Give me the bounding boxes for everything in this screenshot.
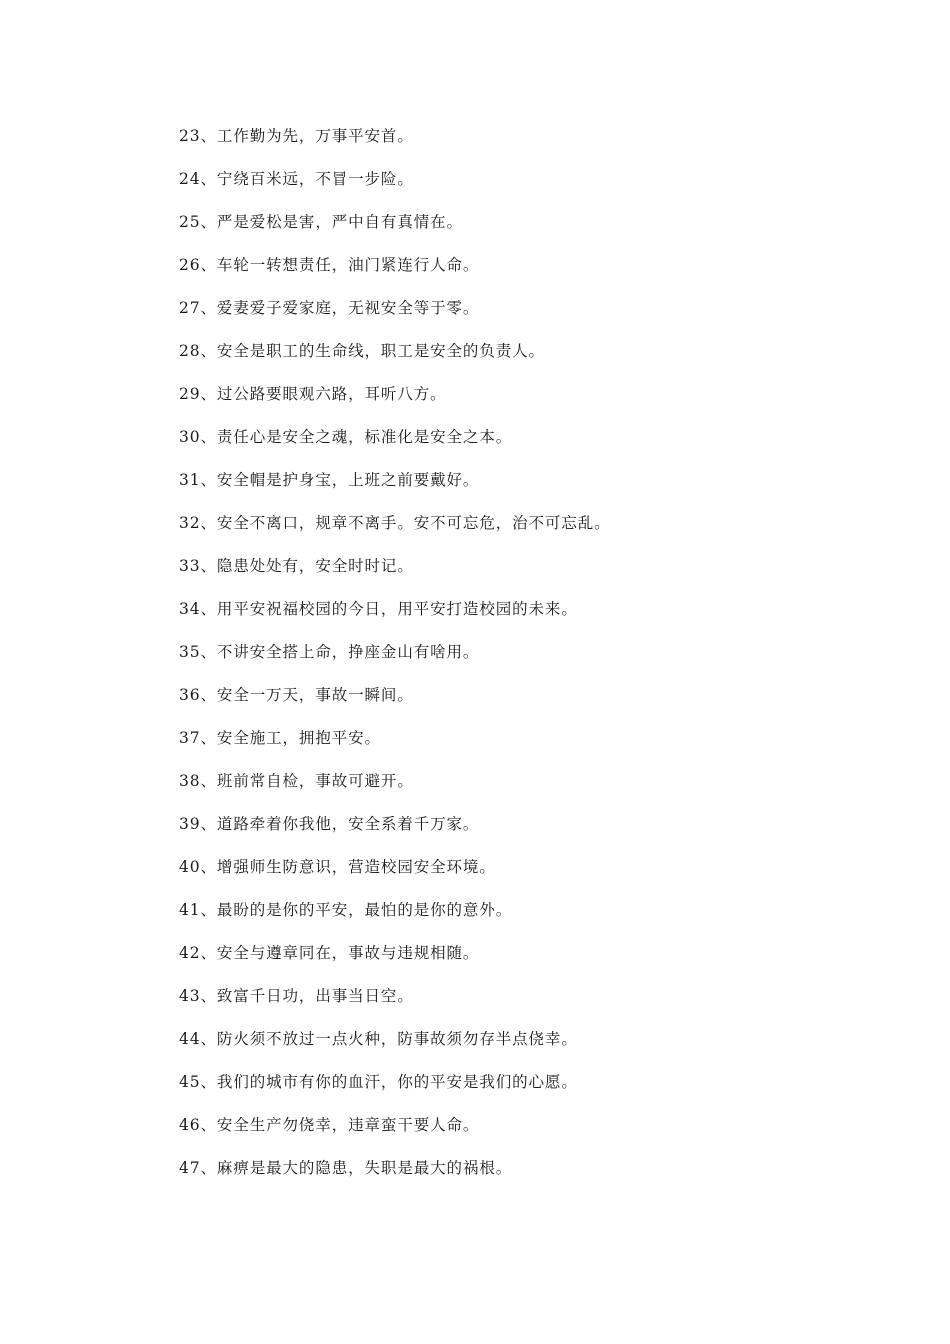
list-item: 36、安全一万天，事故一瞬间。 [179, 686, 414, 704]
list-item: 35、不讲安全搭上命，挣座金山有啥用。 [179, 643, 480, 661]
list-item: 47、麻痹是最大的隐患，失职是最大的祸根。 [179, 1159, 513, 1177]
slogan-list [179, 124, 879, 1199]
list-item: 43、致富千日功，出事当日空。 [179, 987, 414, 1005]
list-item: 38、班前常自检，事故可避开。 [179, 772, 414, 790]
list-item: 30、责任心是安全之魂，标准化是安全之本。 [179, 428, 513, 446]
list-item: 45、我们的城市有你的血汗，你的平安是我们的心愿。 [179, 1073, 578, 1091]
list-item: 40、增强师生防意识，营造校园安全环境。 [179, 858, 496, 876]
list-item: 39、道路牵着你我他，安全系着千万家。 [179, 815, 480, 833]
list-item: 33、隐患处处有，安全时时记。 [179, 557, 414, 575]
list-item: 26、车轮一转想责任，油门紧连行人命。 [179, 256, 480, 274]
list-item: 42、安全与遵章同在，事故与违规相随。 [179, 944, 480, 962]
list-item: 34、用平安祝福校园的今日，用平安打造校园的未来。 [179, 600, 578, 618]
list-item: 41、最盼的是你的平安，最怕的是你的意外。 [179, 901, 513, 919]
list-item: 32、安全不离口，规章不离手。安不可忘危，治不可忘乱。 [179, 514, 611, 532]
list-item: 24、宁绕百米远，不冒一步险。 [179, 170, 414, 188]
list-item: 27、爱妻爱子爱家庭，无视安全等于零。 [179, 299, 480, 317]
list-item: 23、工作勤为先，万事平安首。 [179, 127, 414, 145]
list-item: 28、安全是职工的生命线，职工是安全的负责人。 [179, 342, 545, 360]
list-item: 37、安全施工，拥抱平安。 [179, 729, 381, 747]
list-item: 31、安全帽是护身宝，上班之前要戴好。 [179, 471, 480, 489]
list-item: 44、防火须不放过一点火种，防事故须勿存半点侥幸。 [179, 1030, 578, 1048]
list-item: 46、安全生产勿侥幸，违章蛮干要人命。 [179, 1116, 480, 1134]
list-item: 25、严是爱松是害，严中自有真情在。 [179, 213, 463, 231]
list-item: 29、过公路要眼观六路，耳听八方。 [179, 385, 447, 403]
